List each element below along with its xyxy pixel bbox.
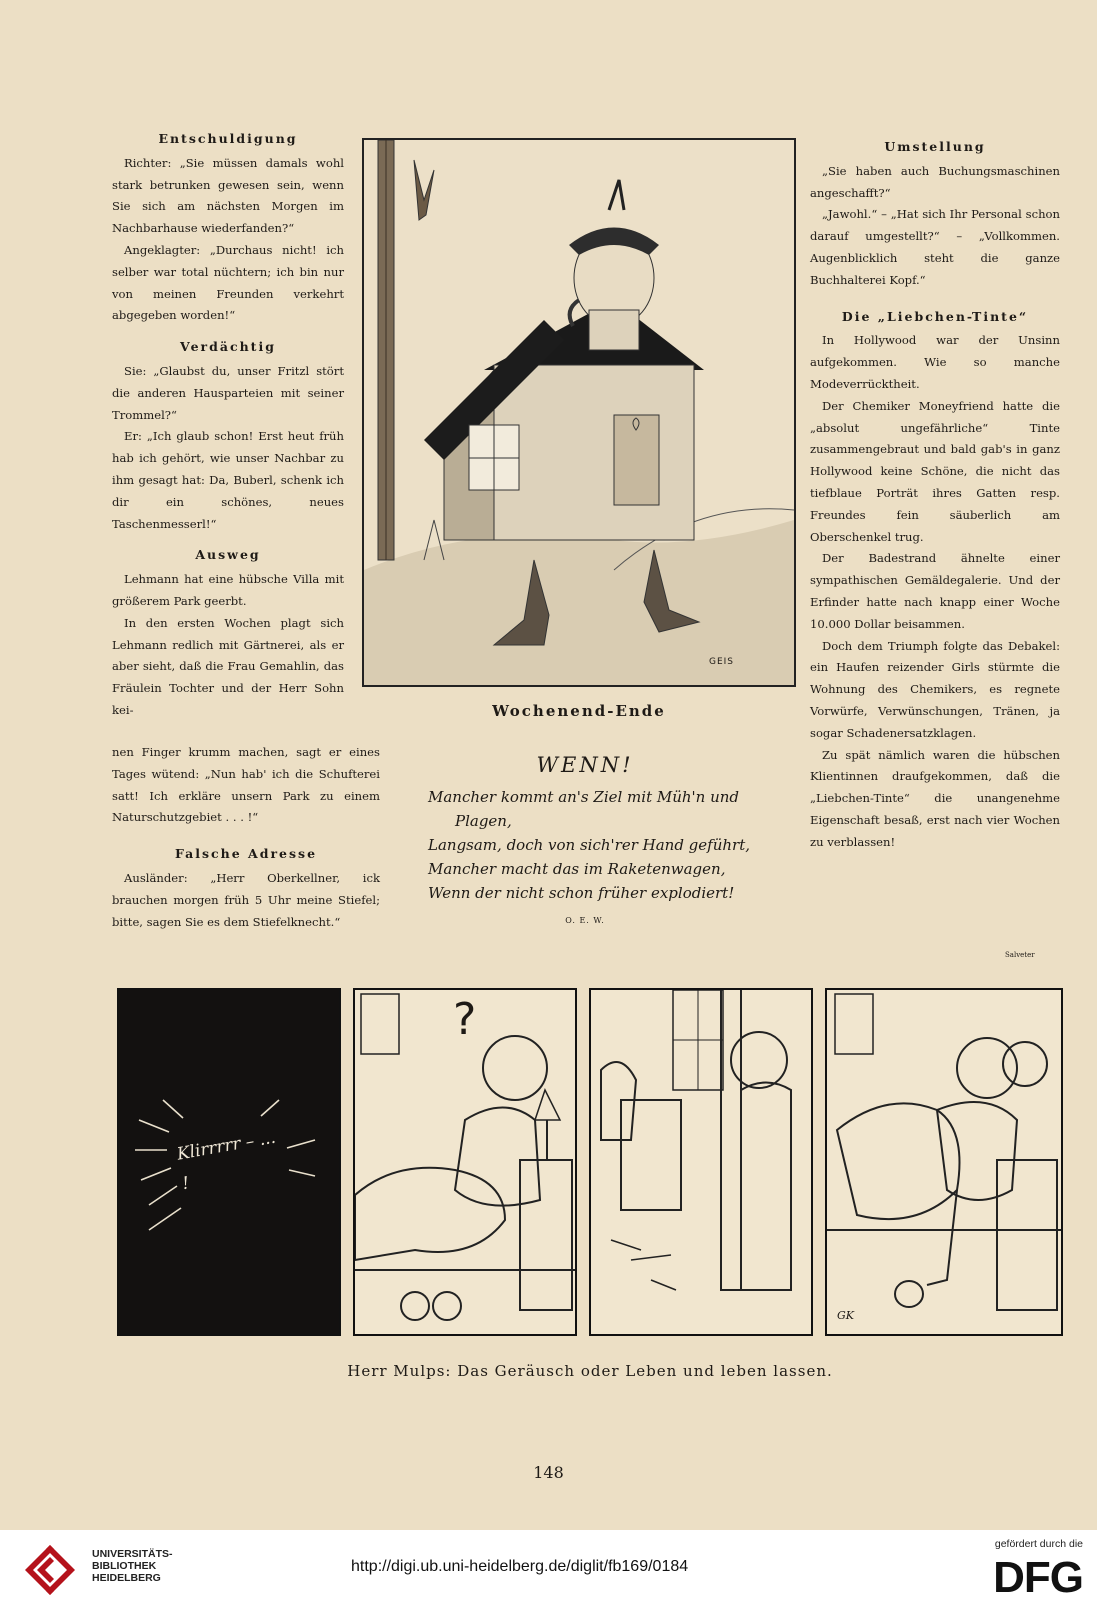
- burglar-scene-drawing: [591, 990, 811, 1334]
- poem-line: Mancher kommt an's Ziel mit Müh'n und: [428, 788, 740, 806]
- institution-line: UNIVERSITÄTS-: [92, 1548, 173, 1560]
- funding-text: gefördert durch die: [994, 1538, 1083, 1550]
- cartoon-caption: Wochenend-Ende: [492, 702, 666, 720]
- paragraph: Richter: „Sie müssen damals wohl stark betrunken gewesen sein, wenn Sie sich am nächsten Morgen im Nachbarhause wiederfanden?“: [112, 155, 344, 236]
- paragraph: Der Chemiker Moneyfriend hatte die „absolut ungefährliche“ Tinte zusammengebraut und bald gab's in ganz Hollywood keine Schöne, die nicht das tiefblaue Porträt ihres Gatten resp. Freundes fein säuberlich am Oberschenkel trug.: [810, 398, 1060, 544]
- comic-caption: Herr Mulps: Das Geräusch oder Leben und leben lassen.: [347, 1362, 833, 1380]
- house-man-cartoon-image: [364, 140, 794, 685]
- paragraph: Lehmann hat eine hübsche Villa mit größerem Park geerbt.: [112, 572, 344, 608]
- paragraph: Der Badestrand ähnelte einer sympathischen Gemäldegalerie. Und der Erfinder hatte nach knapp einer Woche 10.000 Dollar beisammen.: [810, 551, 1060, 631]
- permalink-url[interactable]: http://digi.ub.uni-heidelberg.de/diglit/fb169/0184: [351, 1558, 689, 1575]
- paragraph: „Jawohl.“ – „Hat sich Ihr Personal schon darauf umgestellt?“ – „Vollkommen. Augenblicklich steht die ganze Buchhalterei Kopf.“: [810, 207, 1060, 287]
- section-title-ausweg: Ausweg: [195, 547, 261, 563]
- comic-panel-2: [353, 988, 577, 1336]
- poem-line: Langsam, doch von sich'rer Hand geführt,: [428, 836, 751, 854]
- comic-signature: GK: [837, 1309, 855, 1322]
- poem-title: WENN!: [536, 753, 634, 777]
- left-column: [112, 128, 344, 722]
- paragraph: In den ersten Wochen plagt sich Lehmann redlich mit Gärtnerei, als er aber sieht, daß die Frau Gemahlin, das Fräulein Tochter und der Herr Sohn kei-: [112, 615, 344, 717]
- panel1-sound-text: Klirrrrr – ... !: [175, 1127, 278, 1195]
- article-signature: Salveter: [1005, 951, 1035, 959]
- question-mark-icon: ?: [453, 994, 477, 1045]
- institution-line: HEIDELBERG: [92, 1572, 161, 1584]
- section-title-liebchen-tinte: Die „Liebchen-Tinte“: [841, 308, 1029, 324]
- section-title-falsche-adresse: Falsche Adresse: [174, 846, 318, 862]
- poem: [400, 753, 770, 933]
- university-library-logo-icon: [20, 1540, 80, 1600]
- paragraph: Angeklagter: „Durchaus nicht! ich selber war total nüchtern; ich bin nur von meinen Freunden verkehrt abgegeben worden!“: [112, 242, 344, 323]
- paragraph: „Sie haben auch Buchungsmaschinen angeschafft?“: [810, 163, 1060, 200]
- paragraph: Doch dem Triumph folgte das Debakel: ein Haufen reizender Girls stürmte die Wohnung des Chemikers, es regnete Vorwürfe, Verwünschungen, Tränen, ja sogar Schadenersatzklagen.: [810, 638, 1060, 740]
- comic-panel-1: [117, 988, 341, 1336]
- paragraph: Ausländer: „Herr Oberkellner, ick brauchen morgen früh 5 Uhr meine Stiefel; bitte, sagen Sie es dem Stiefelknecht.“: [112, 870, 380, 929]
- viewer-footer: [0, 1530, 1097, 1610]
- poem-line: Plagen,: [455, 812, 512, 830]
- institution-name: [92, 1548, 173, 1584]
- cartoon-illustration: [362, 138, 796, 687]
- paragraph-continuation: nen Finger krumm machen, sagt er eines Tages wütend: „Nun hab' ich die Schufterei satt! Ich erkläre unsern Park zu einem Naturschutzgebiet . . . !“: [112, 745, 380, 825]
- section-title-entschuldigung: Entschuldigung: [158, 131, 298, 146]
- paragraph: Sie: „Glaubst du, unser Fritzl stört die anderen Hausparteien mit seiner Trommel?“: [112, 363, 344, 422]
- comic-panel-3: [589, 988, 813, 1336]
- cartoon-signature: GEIS: [708, 657, 734, 667]
- paragraph: In Hollywood war der Unsinn aufgekommen. Wie so manche Modeverrücktheit.: [810, 333, 1060, 391]
- institution-line: BIBLIOTHEK: [92, 1560, 157, 1572]
- paragraph: Zu spät nämlich waren die hübschen Klientinnen draufgekommen, daß die „Liebchen-Tinte“ die unangenehme Eigenschaft besaß, erst nach vier Wochen zu verblassen!: [810, 747, 1060, 849]
- poem-line: Wenn der nicht schon früher explodiert!: [428, 884, 735, 902]
- poem-author: O. E. W.: [565, 916, 605, 925]
- right-column: [810, 136, 1060, 854]
- comic-strip: [117, 988, 1063, 1336]
- section-title-umstellung: Umstellung: [884, 139, 986, 154]
- left-column-wide: [112, 742, 380, 933]
- poem-line: Mancher macht das im Raketenwagen,: [428, 860, 726, 878]
- section-title-verdaechtig: Verdächtig: [180, 339, 276, 355]
- comic-panel-4: [825, 988, 1063, 1336]
- man-back-to-bed-drawing: [827, 990, 1061, 1334]
- page-number: 148: [533, 1463, 564, 1482]
- paragraph: Er: „Ich glaub schon! Erst heut früh hab ich gehört, wie unser Nachbar zu ihm gesagt hat: Da, Buberl, schenk ich dir ein schönes, neues Taschenmesserl!“: [112, 429, 344, 531]
- dfg-logo: DFG: [993, 1553, 1083, 1602]
